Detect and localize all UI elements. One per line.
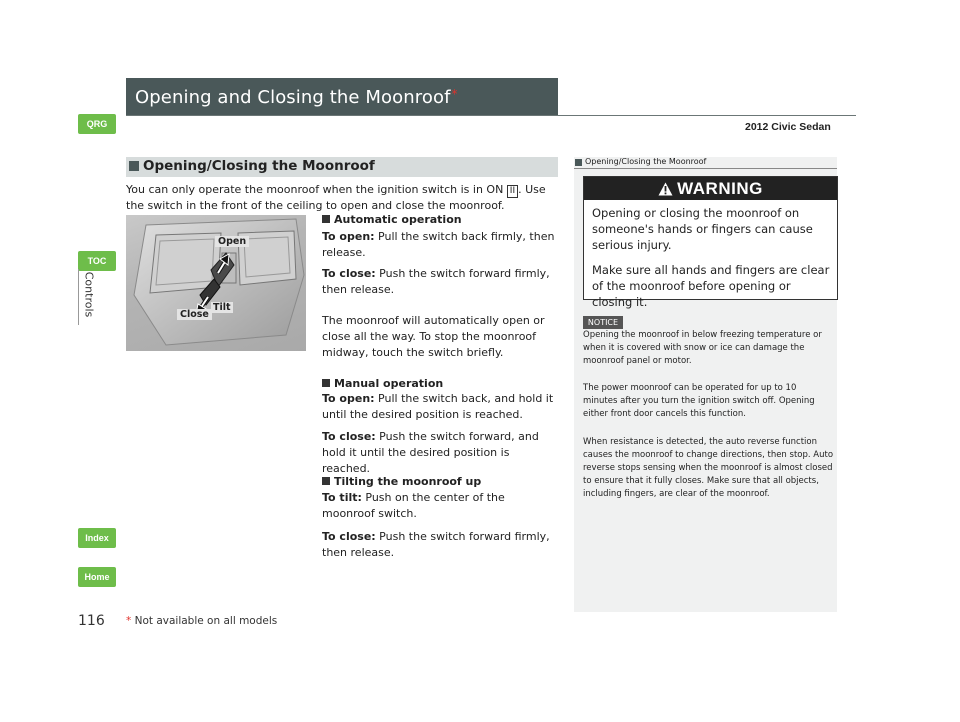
note-paragraph-3: When resistance is detected, the auto reverse function causes the moonroof to change directions, then stop. Auto reverse stops sensing when the moonroof is almost closed to ensure that it fully closes. Make sure that all objects, including fingers, are clear of the moonroof. bbox=[583, 437, 834, 499]
square-bullet-icon bbox=[322, 477, 330, 485]
auto-close-text: To close: Push the switch forward firmly, then release. bbox=[322, 267, 550, 296]
toc-tab[interactable]: TOC bbox=[78, 251, 116, 271]
square-bullet-icon bbox=[322, 379, 330, 387]
title-divider bbox=[126, 115, 856, 116]
tilt-text: To tilt: Push on the center of the moonroof switch. bbox=[322, 491, 505, 520]
manual-open-text: To open: Pull the switch back, and hold it until the desired position is reached. bbox=[322, 392, 554, 421]
intro-text: You can only operate the moonroof when the ignition switch is in ON II . Use the switch in the front of the ceiling to open and close the moonroof. bbox=[126, 183, 546, 212]
qrg-tab[interactable]: QRG bbox=[78, 114, 116, 134]
section-marker: Controls bbox=[82, 271, 96, 318]
page-number: 116 bbox=[78, 613, 105, 629]
note-paragraph-2: The power moonroof can be operated for up to 10 minutes after you turn the ignition switch off. Opening either front door cancels this function. bbox=[583, 383, 815, 419]
ignition-ii-symbol: II bbox=[507, 185, 518, 198]
warning-triangle-icon bbox=[658, 182, 673, 196]
section-heading-bar bbox=[126, 157, 558, 177]
notice-text: Opening the moonroof in below freezing temperature or when it is covered with snow or ice can damage the moonroof panel or motor. bbox=[583, 330, 822, 366]
warning-box bbox=[583, 176, 838, 309]
footnote: * Not available on all models bbox=[126, 615, 278, 627]
moonroof-switch-figure bbox=[126, 215, 306, 351]
notice-tag: NOTICE bbox=[583, 316, 623, 329]
square-bullet-icon bbox=[322, 215, 330, 223]
page-title-bar bbox=[126, 78, 558, 115]
tilt-close-text: To close: Push the switch forward firmly, then release. bbox=[322, 530, 550, 559]
note-square-icon bbox=[575, 159, 582, 166]
close-label: Close bbox=[177, 309, 212, 320]
note-heading: Opening/Closing the Moonroof bbox=[574, 157, 837, 168]
model-name: 2012 Civic Sedan bbox=[745, 121, 831, 133]
manual-close-text: To close: Push the switch forward, and hold it until the desired position is reached. bbox=[322, 430, 539, 475]
auto-open-text: To open: Pull the switch back firmly, then release. bbox=[322, 230, 555, 259]
tilt-label: Tilt bbox=[213, 302, 231, 313]
tilt-heading: Tilting the moonroof up bbox=[322, 475, 481, 488]
page-title: Opening and Closing the Moonroof* bbox=[135, 87, 458, 108]
open-label: Open bbox=[215, 236, 249, 247]
auto-note-text: The moonroof will automatically open or close all the way. To stop the moonroof midway, touch the switch briefly. bbox=[322, 314, 545, 359]
warning-header: WARNING bbox=[584, 177, 837, 200]
auto-heading: Automatic operation bbox=[322, 213, 462, 226]
note-divider bbox=[574, 168, 837, 169]
section-marker-rule bbox=[78, 269, 79, 325]
section-square-icon bbox=[129, 161, 139, 171]
manual-heading: Manual operation bbox=[322, 377, 443, 390]
warning-text-1: Opening or closing the moonroof on someone's hands or fingers can cause serious injury. bbox=[592, 206, 813, 252]
index-tab[interactable]: Index bbox=[78, 528, 116, 548]
warning-text-2: Make sure all hands and fingers are clear of the moonroof before opening or closing it. bbox=[592, 263, 830, 309]
section-heading: Opening/Closing the Moonroof bbox=[143, 158, 375, 174]
home-tab[interactable]: Home bbox=[78, 567, 116, 587]
